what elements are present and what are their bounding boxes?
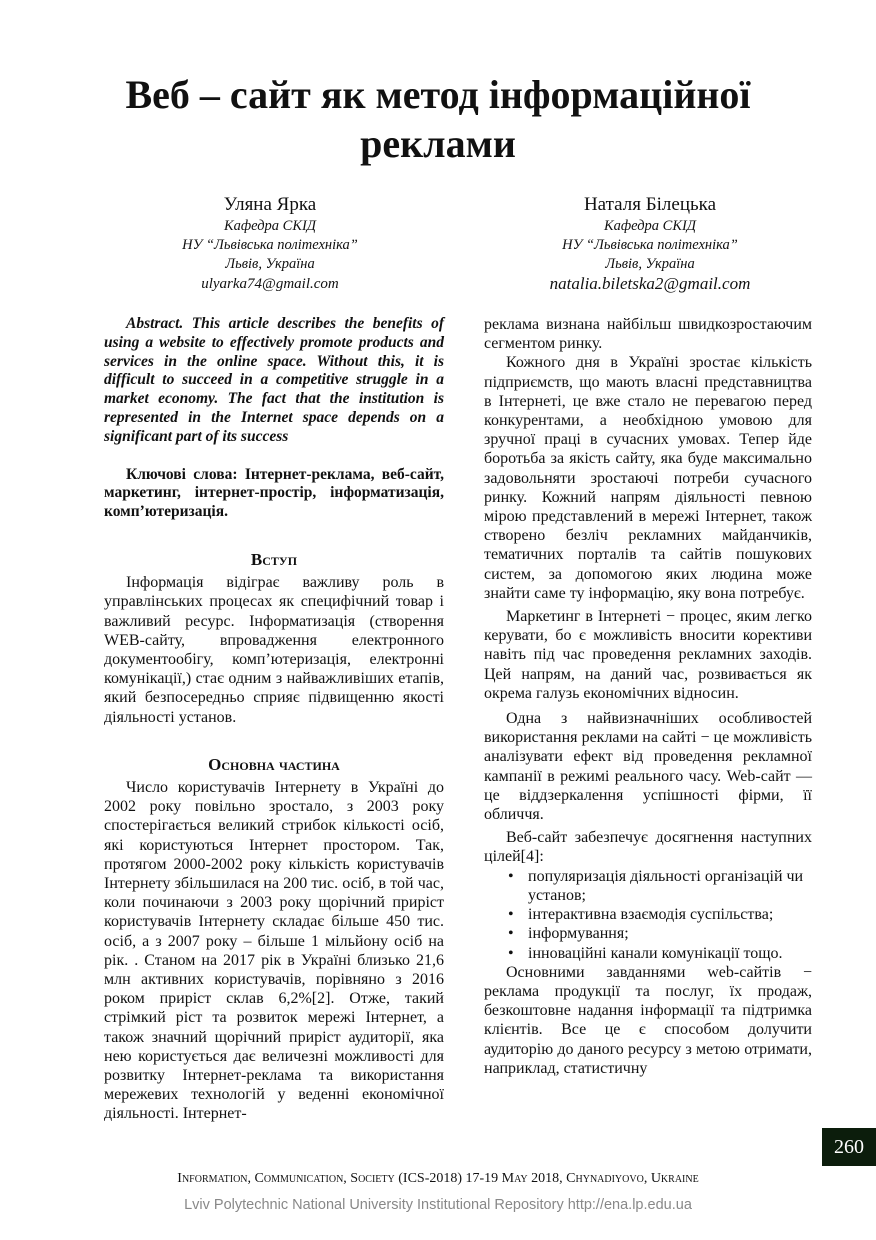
repository-link[interactable]: Lviv Polytechnic National University Institutional Repository http://ena.lp.edu.ua bbox=[184, 1197, 692, 1213]
paragraph: Маркетинг в Інтернеті − процес, яким легко керувати, бо є можливість вносити корективи навіть під час проведення рекламних заходів. Цей напрям, на даний час, розвивається як окрема галузь економічних відносин. bbox=[484, 608, 812, 702]
paragraph: Одна з найвизначніших особливостей використання реклами на сайті − це можливість аналізувати ефект від проведення рекламної кампанії в режимі реального часу. Web-сайт — це віддзеркалення успішності фірми, її обличчя. bbox=[484, 710, 812, 824]
author-city: Львів, Україна bbox=[225, 256, 315, 272]
left-column bbox=[104, 315, 444, 1124]
keywords: Ключові слова: Інтернет-реклама, веб-сайт, маркетинг, інтернет-простір, інформатизація, комп’ютеризація. bbox=[104, 465, 444, 521]
goals-list bbox=[484, 867, 812, 963]
list-item: • популяризація діяльності організацій чи установ; bbox=[528, 867, 812, 905]
page-number: 260 bbox=[822, 1128, 876, 1166]
author-name: Уляна Ярка bbox=[223, 194, 317, 215]
author-name: Наталя Білецька bbox=[583, 194, 717, 215]
paragraph: Основними завданнями web-сайтів − реклама продукції та послуг, їх продаж, безкоштовне надання інформації та підтримка клієнтів. Все це є способом долучити аудиторію до даного ресурсу з метою отримати, наприклад, статистичну bbox=[484, 963, 812, 1077]
author-university: НУ “Львівська політехніка” bbox=[562, 237, 738, 253]
author-department: Кафедра СКІД bbox=[223, 218, 317, 234]
main-paragraph: Число користувачів Інтернету в Україні до 2002 року повільно зростало, з 2003 року спостерігається великий стрибок кількості осіб, які користуються Інтернет простором. Так, протягом 2000-2002 року кількість користувачів Інтернету збільшилася на 200 тис. осіб, в той час, коли починаючи з 2003 року щорічний приріст користувачів Інтернету складає більше 450 тис. осіб, а з 2007 року – більше 1 мільйону осіб на рік. . Станом на 2017 рік в Україні близько 21,6 млн активних користувачів, порівняно з 2016 роком приріст склав 6,2%[2]. Отже, такий стрімкий ріст та розвиток мережі Інтернет, а також значний щорічний приріст аудиторії, яка нею користується дає величезні можливості для розвитку Інтернет-реклама та використання мережевих технологій у веденні економічної діяльності. Інтернет- bbox=[104, 779, 444, 1123]
paragraph: Кожного дня в Україні зростає кількість підприємств, що мають власні представництва в Інтернеті, це вже стало не перевагою перед конкурентами, а необхідною умовою для зручної праці в сучасних умовах. Тепер йде боротьба за якість сайту, яка буде максимально задовольняти зростаючі потреби сучасного ринку. Кожний напрям діяльності певною мірою представлений в мережі Інтернет, також створено безліч рекламних майданчиків, тематичних порталів та сайтів пошукових систем, за допомогою яких людина може знайти саме ту інформацію, яку вона потребує. bbox=[484, 354, 812, 602]
author-block-1 bbox=[100, 193, 440, 294]
right-column bbox=[484, 315, 812, 1078]
author-university: НУ “Львівська політехніка” bbox=[182, 237, 358, 253]
author-city: Львів, Україна bbox=[605, 256, 695, 272]
author-department: Кафедра СКІД bbox=[603, 218, 697, 234]
section-heading-main: Основна частина bbox=[208, 754, 340, 774]
list-item: • інтерактивна взаємодія суспільства; bbox=[528, 905, 812, 924]
author-block-2 bbox=[480, 193, 820, 294]
intro-paragraph: Інформація відіграє важливу роль в управлінських процесах як специфічний товар і важливий ресурс. Інформатизація (створення WEB-сайту, впровадження електронного документообігу, комп’ютеризація, електронні комунікації,) стає одним з найважливіших етапів, який безпосередньо сприяє підвищенню якості діяльності установ. bbox=[104, 574, 444, 726]
section-heading-intro: Вступ bbox=[250, 549, 298, 569]
list-item: • інноваційні канали комунікації тощо. bbox=[528, 944, 812, 963]
list-item: • інформування; bbox=[528, 924, 812, 943]
author-email: natalia.biletska2@gmail.com bbox=[549, 274, 751, 293]
paragraph: реклама визнана найбільш швидкозростаючим сегментом ринку. bbox=[484, 316, 812, 353]
abstract: Abstract. This article describes the benefits of using a website to effectively promote products and services in the online space. Without this, it is difficult to succeed in a competitive struggle in a market economy. The fact that the institution is represented in the Internet space depends on a significant part of its success bbox=[104, 315, 444, 445]
paper-title: Веб – сайт як метод інформаційної реклами bbox=[125, 72, 751, 166]
author-email: ulyarka74@gmail.com bbox=[201, 276, 339, 292]
conference-footer: Information, Communication, Society (ICS-2018) 17-19 May 2018, Chynadiyovo, Ukraine bbox=[177, 1171, 699, 1186]
paragraph: Веб-сайт забезпечує досягнення наступних цілей[4]: bbox=[484, 829, 812, 866]
